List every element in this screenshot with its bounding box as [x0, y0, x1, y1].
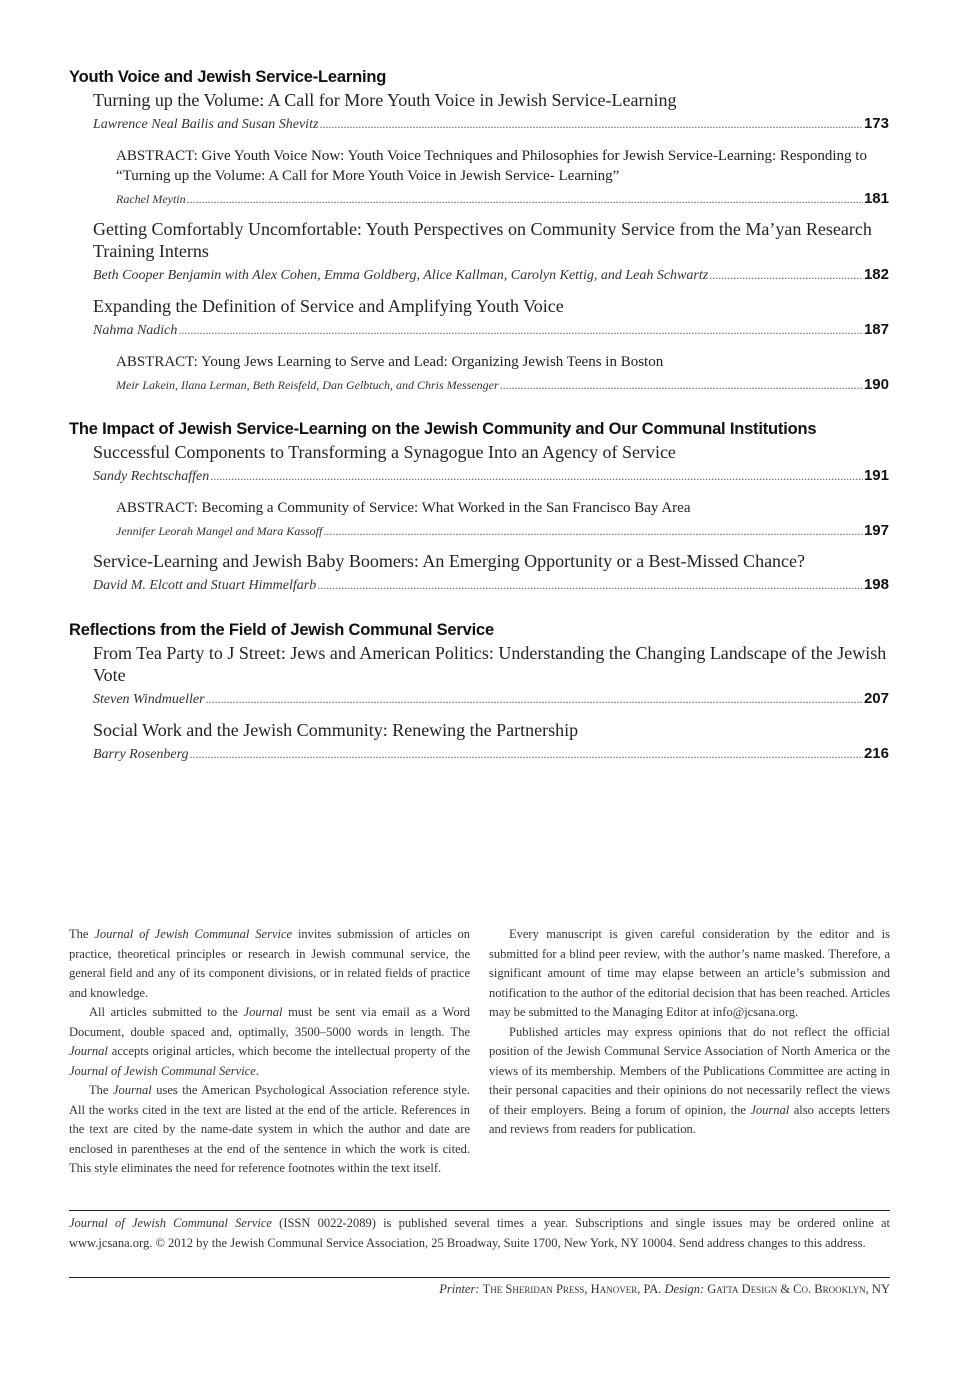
entry-title: From Tea Party to J Street: Jews and American Politics: Understanding the Changing Landscape of the Jewish Vote: [93, 643, 887, 685]
table-of-contents: [69, 66, 889, 766]
page-number: 181: [863, 190, 889, 207]
entry-authors: Meir Lakein, Ilana Lerman, Beth Reisfeld, Dan Gelbtuch, and Chris Messenger: [116, 378, 499, 392]
entry-title: Turning up the Volume: A Call for More Youth Voice in Jewish Service-Learning: [93, 90, 677, 110]
printer-name: The Sheridan Press, Hanover, PA.: [482, 1282, 662, 1296]
dot-leader: [500, 374, 863, 396]
entry-authors: Nahma Nadich: [93, 323, 178, 338]
toc-entry[interactable]: [93, 719, 889, 766]
page-number: 182: [863, 266, 889, 283]
printer-label: Printer:: [439, 1282, 480, 1296]
author-line: [116, 520, 889, 542]
author-line: [93, 688, 889, 711]
entry-title: Successful Components to Transforming a Synagogue Into an Agency of Service: [93, 442, 676, 462]
dot-leader: [206, 688, 863, 710]
toc-abstract-entry[interactable]: [116, 146, 889, 210]
dot-leader: [178, 319, 863, 341]
toc-entry[interactable]: [93, 550, 889, 597]
toc-entry[interactable]: [93, 218, 889, 287]
dot-leader: [319, 113, 863, 135]
dot-leader: [323, 520, 863, 542]
info-column-left: [69, 925, 470, 1179]
author-line: [116, 374, 889, 396]
entry-authors: Steven Windmueller: [93, 692, 205, 707]
abstract-title: Young Jews Learning to Serve and Lead: Organizing Jewish Teens in Boston: [200, 354, 664, 370]
page-number: 191: [863, 467, 889, 484]
abstract-title: Becoming a Community of Service: What Worked in the San Francisco Bay Area: [201, 500, 691, 516]
info-paragraph: Published articles may express opinions that do not reflect the official position of the Jewish Communal Service Association of North America or the views of its membership. Members of the Publications Committee are acting in their personal capacities and their opinions do not necessarily reflect the views of their employers. Being a forum of opinion, the Journal also accepts letters and reviews from readers for publication.: [489, 1024, 891, 1136]
toc-entry[interactable]: [93, 89, 889, 136]
page-number: 197: [863, 522, 889, 539]
submission-info: [69, 925, 890, 1179]
page-number: 216: [863, 745, 889, 762]
journal-name: Journal of Jewish Communal Service: [94, 927, 293, 941]
page-number: 190: [863, 376, 889, 393]
divider-rule: [69, 1277, 890, 1278]
author-line: [93, 465, 889, 488]
info-column-right: [489, 925, 890, 1179]
entry-authors: Beth Cooper Benjamin with Alex Cohen, Emma Goldberg, Alice Kallman, Carolyn Kettig, and Leah Schwartz: [93, 268, 709, 283]
info-paragraph: The Journal of Jewish Communal Service invites submission of articles on practice, theoretical principles or research in Jewish communal service, the general field and any of its component divisions, or in related fields of practice and knowledge.: [69, 927, 471, 1000]
toc-abstract-entry[interactable]: [116, 498, 889, 542]
entry-authors: Lawrence Neal Bailis and Susan Shevitz: [93, 117, 319, 132]
entry-title: Service-Learning and Jewish Baby Boomers: An Emerging Opportunity or a Best-Missed Chance?: [93, 551, 806, 571]
author-line: [93, 574, 889, 597]
entry-authors: Barry Rosenberg: [93, 747, 189, 762]
toc-abstract-entry[interactable]: [116, 352, 889, 396]
entry-title: Expanding the Definition of Service and Amplifying Youth Voice: [93, 296, 564, 316]
abstract-label: ABSTRACT:: [116, 148, 198, 164]
page-number: 198: [863, 576, 889, 593]
dot-leader: [709, 264, 863, 286]
info-paragraph: The Journal uses the American Psychological Association reference style. All the works cited in the text are listed at the end of the article. References in the text are cited by the name-date system in which the author and date are enclosed in parentheses at the end of the sentence in which the work is cited. This style eliminates the need for reference footnotes within the text itself.: [69, 1083, 471, 1175]
toc-entry[interactable]: [93, 295, 889, 342]
entry-title: [116, 352, 889, 372]
abstract-label: ABSTRACT:: [116, 500, 198, 516]
page-number: 207: [863, 690, 889, 707]
dot-leader: [190, 743, 863, 765]
section-heading: Reflections from the Field of Jewish Communal Service: [69, 621, 494, 639]
info-paragraph: Every manuscript is given careful consideration by the editor and is submitted for a blind peer review, with the author’s name masked. Therefore, a significant amount of time may elapse between an article’s submission and notification to the author of the editorial decision that has been reached. Articles may be submitted to the Managing Editor at info@jcsana.org.: [489, 927, 890, 1019]
entry-title: Social Work and the Jewish Community: Renewing the Partnership: [93, 720, 579, 740]
entry-authors: David M. Elcott and Stuart Himmelfarb: [93, 578, 317, 593]
author-line: [93, 743, 889, 766]
page-number: 173: [863, 115, 889, 132]
divider-rule: [69, 1210, 890, 1211]
entry-authors: Jennifer Leorah Mangel and Mara Kassoff: [116, 524, 323, 538]
toc-entry[interactable]: [93, 441, 889, 488]
design-name: Gatta Design & Co. Brooklyn, NY: [707, 1282, 890, 1296]
author-line: [93, 113, 889, 136]
entry-title: [116, 146, 889, 186]
author-line: [93, 319, 889, 342]
dot-leader: [210, 465, 863, 487]
author-line: [93, 264, 889, 287]
dot-leader: [187, 188, 863, 210]
abstract-title: Give Youth Voice Now: Youth Voice Techniques and Philosophies for Jewish Service-Learning: Responding to “Turning up the Volume: A Call for More Youth Voice in Jewish Service- Learning”: [116, 148, 867, 184]
entry-title: Getting Comfortably Uncomfortable: Youth Perspectives on Community Service from the Ma’yan Research Training Interns: [93, 219, 872, 261]
author-line: [116, 188, 889, 210]
entry-title: [116, 498, 889, 518]
section-heading: The Impact of Jewish Service-Learning on the Jewish Community and Our Communal Institutions: [69, 420, 817, 438]
design-label: Design:: [664, 1282, 705, 1296]
dot-leader: [317, 574, 863, 596]
section-heading: Youth Voice and Jewish Service-Learning: [69, 68, 387, 86]
publication-notice: Journal of Jewish Communal Service (ISSN 0022-2089) is published several times a year. Subscriptions and single issues may be ordered online at www.jcsana.org. © 2012 by the Jewish Communal Service Association, 25 Broadway, Suite 1700, New York, NY 10004. Send address changes to this address.: [69, 1216, 890, 1250]
credits-line: [69, 1282, 890, 1297]
abstract-label: ABSTRACT:: [116, 354, 198, 370]
info-paragraph: All articles submitted to the Journal must be sent via email as a Word Document, double spaced and, optimally, 3500–5000 words in length. The Journal accepts original articles, which become the intellectual property of the Journal of Jewish Communal Service.: [69, 1005, 471, 1078]
entry-authors: Sandy Rechtschaffen: [93, 469, 210, 484]
entry-authors: Rachel Meytin: [116, 192, 186, 206]
toc-entry[interactable]: [93, 642, 889, 711]
page-number: 187: [863, 321, 889, 338]
